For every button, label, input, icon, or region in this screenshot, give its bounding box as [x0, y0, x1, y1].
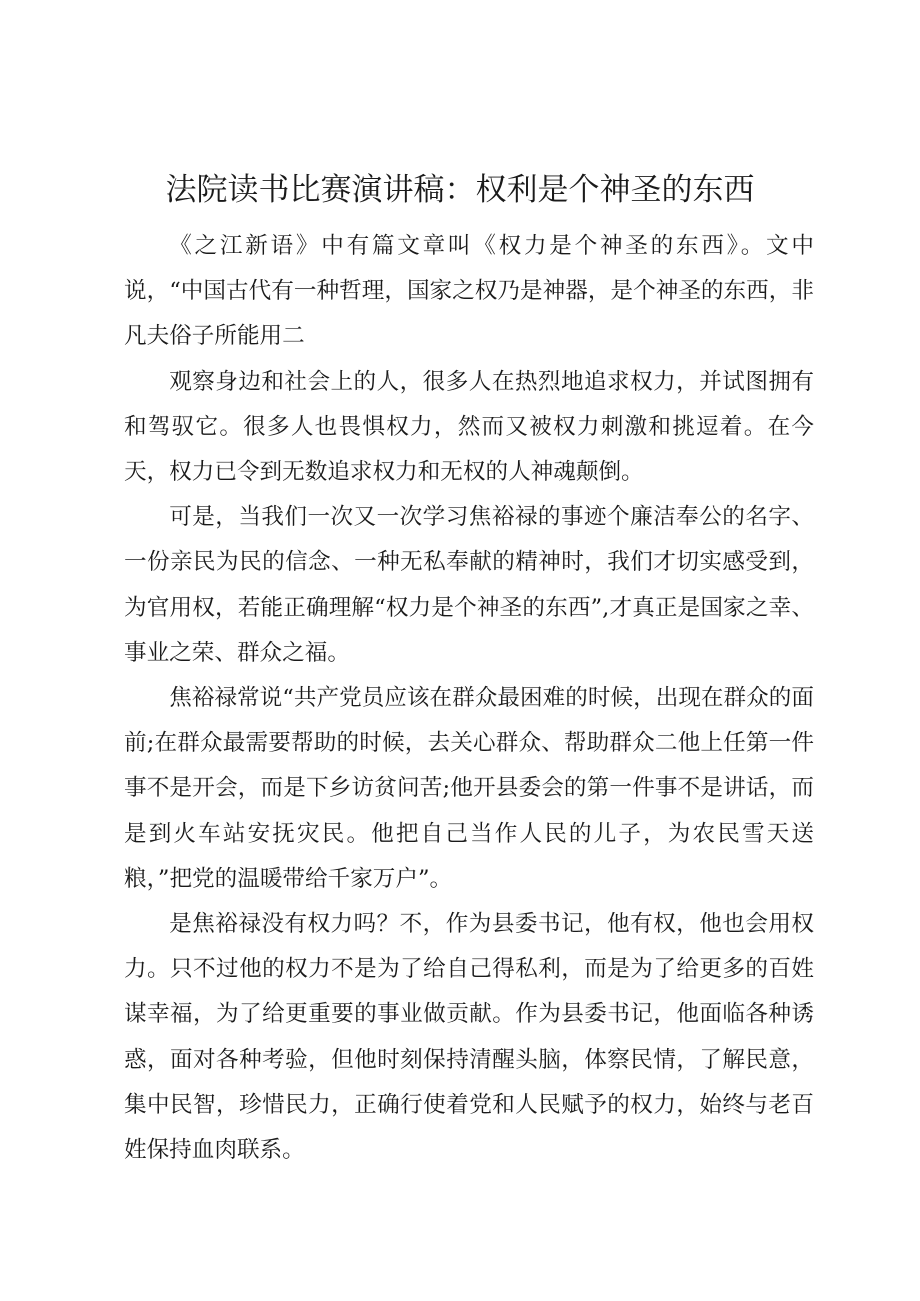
paragraph-5: 是焦裕禄没有权力吗？不，作为县委书记，他有权，他也会用权力。只不过他的权力不是为了给自己得私利，而是为了给更多的百姓谋幸福，为了给更重要的事业做贡献。作为县委书记，他面临各种诱惑，面对各种考验，但他时刻保持清醒头脑，体察民情，了解民意，集中民智，珍惜民力，正确行使着党和人民赋予的权力，始终与老百姓保持血肉联系。	[124, 911, 814, 1164]
paragraph-4: 焦裕禄常说“共产党员应该在群众最困难的时候，出现在群众的面前;在群众最需要帮助的时候，去关心群众、帮助群众二他上任第一件事不是开会，而是下乡访贫问苦;他开县委会的第一件事不是讲话，而是到火车站安抚灾民。他把自己当作人民的儿子，为农民雪天送粮，”把党的温暖带给千家万户”。	[124, 685, 814, 892]
paragraph-2: 观察身边和社会上的人，很多人在热烈地追求权力，并试图拥有和驾驭它。很多人也畏惧权力，然而又被权力刺激和挑逗着。在今天，权力已令到无数追求权力和无权的人神魂颠倒。	[124, 368, 814, 486]
document-title: 法院读书比赛演讲稿：权利是个神圣的东西	[165, 172, 755, 208]
paragraph-3: 可是，当我们一次又一次学习焦裕禄的事迹个廉洁奉公的名字、一份亲民为民的信念、一种无私奉献的精神时，我们才切实感受到，为官用权，若能正确理解“权力是个神圣的东西”,才真正是国家之幸、事业之荣、群众之福。	[124, 504, 814, 666]
paragraph-1: 《之江新语》中有篇文章叫《权力是个神圣的东西》。文中说，“中国古代有一种哲理，国家之权乃是神器，是个神圣的东西，非凡夫俗子所能用二	[124, 233, 814, 350]
document-body	[124, 224, 814, 1173]
